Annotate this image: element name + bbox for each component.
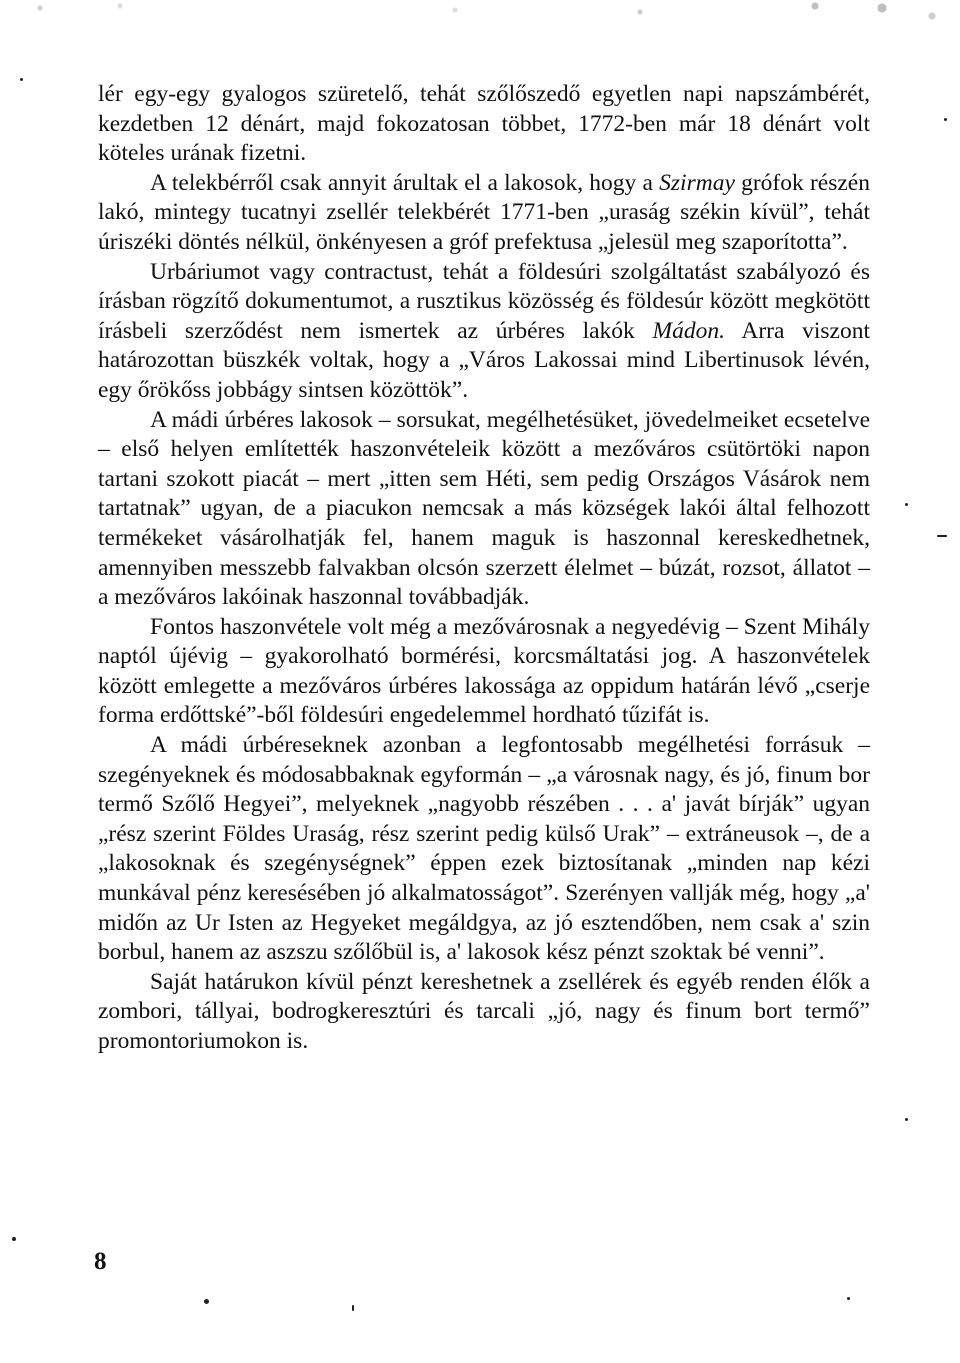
text-run: lér egy-egy gyalogos szüretelő, tehát szőlőszedő egyetlen napi napszámbérét, kezdetben 12 dénárt, majd fokozatosan többet, 1772-ben már 18 dénárt volt köteles urának fizetni.	[98, 81, 870, 167]
scan-speck	[204, 1299, 209, 1304]
scan-speck	[847, 1297, 850, 1300]
paragraph	[98, 80, 870, 169]
paragraph	[98, 258, 870, 406]
text-run: A mádi úrbéres lakosok – sorsukat, megélhetésüket, jövedelmeiket ecsetelve – első helyen említették haszonvételeik között a mezőváros csütörtöki napon tartani szokott piacát – mert „itten sem Héti, sem pedig Országos Vásárok nem tartatnak” ugyan, de a piacukon nemcsak a más községek lakói által felhozott termékeket vásárolhatják fel, hanem maguk is haszonnal kereskedhetnek, amennyiben messzebb falvakban olcsón szerzett élelmet – búzát, rozsot, állatot – a mezőváros lakóinak haszonnal továbbadják.	[98, 406, 870, 611]
body-text	[98, 80, 870, 1057]
paragraph	[98, 968, 870, 1057]
text-run: Urbáriumot vagy contractust, tehát a földesúri szolgáltatást szabályozó és írásban rögzítő dokumentumot, a rusztikus közösség és földesúr között megkötött írásbeli szerződést nem ismertek az úrbéres lakók	[98, 258, 870, 344]
scan-speck	[12, 1237, 16, 1241]
scan-speck	[937, 535, 947, 537]
paragraph	[98, 169, 870, 258]
scan-speck	[20, 78, 23, 81]
paragraph	[98, 613, 870, 731]
scan-edge-noise	[0, 0, 960, 34]
text-run: Saját határukon kívül pénzt kereshetnek a zsellérek és egyéb renden élők a zombori, tállyai, bodrogkeresztúri és tarcali „jó, nagy és finum bort termő” promontoriumokon is.	[98, 968, 870, 1054]
italic-run: Mádon.	[652, 317, 725, 344]
page-number: 8	[94, 1248, 107, 1275]
italic-run: Szirmay	[659, 169, 735, 196]
text-run: Arra viszont határozottan büszkék voltak, hogy a „Város Lakossai mind Libertinusok lévén, egy őrökőss jobbágy sintsen közöttök”.	[98, 317, 870, 403]
text-run: A mádi úrbéreseknek azonban a legfontosabb megélhetési forrásuk – szegényeknek és módosabbaknak egyformán – „a városnak nagy, és jó, finum bor termő Szőlő Hegyei”, melyeknek „nagyobb részében . . . a' javát bírják” ugyan „rész szerint Földes Uraság, rész szerint pedig külső Urak” – extráneusok –, de a „lakosoknak és szegénységnek” éppen ezek biztosítanak „minden nap kézi munkával pénz keresésében jó alkalmatosságot”. Szerényen vallják még, hogy „a' midőn az Ur Isten az Hegyeket megáldgya, az jó esztendőben, nem csak a' szin borbul, hanem az aszszu szőlőbül is, a' lakosok kész pénzt szoktak bé venni”.	[98, 732, 870, 966]
scan-speck	[905, 1118, 908, 1121]
text-run: grófok részén lakó, mintegy tucatnyi zsellér telekbérét 1771-ben „uraság székin kívül”, tehát úriszéki döntés nélkül, önkényesen a gróf prefektusa „jelesül meg szaporította”.	[98, 169, 870, 255]
scan-speck	[944, 118, 947, 121]
paragraph	[98, 731, 870, 968]
text-run: Fontos haszonvétele volt még a mezővárosnak a negyedévig – Szent Mihály naptól újévig – gyakorolható bormérési, korcsmáltatási jog. A haszonvételek között emlegette a mezőváros úrbéres lakossága az oppidum határán lévő „cserje forma erdőttské”-ből földesúri engedelemmel hordható tűzifát is.	[98, 613, 870, 729]
text-run: A telekbérről csak annyit árultak el a lakosok, hogy a	[150, 169, 660, 196]
scan-speck	[905, 503, 908, 506]
scan-speck	[352, 1305, 354, 1311]
paragraph	[98, 406, 870, 613]
